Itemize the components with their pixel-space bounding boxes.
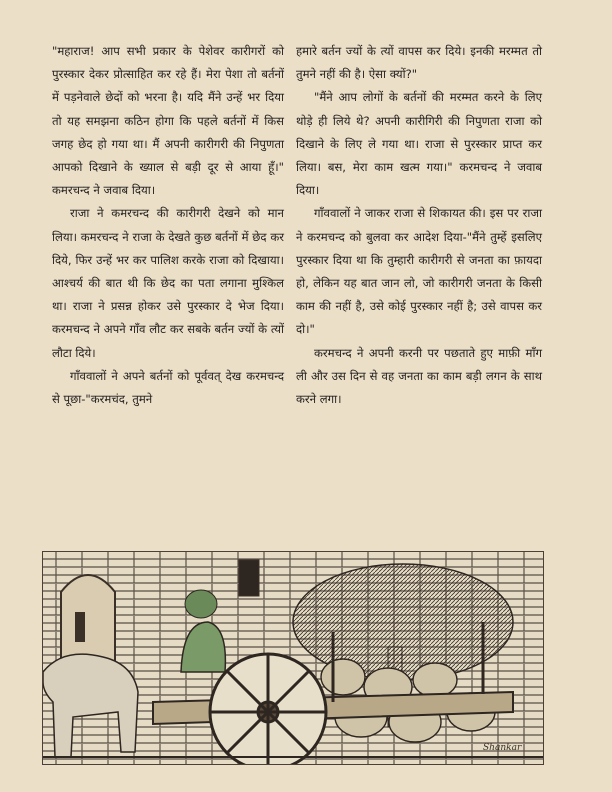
story-illustration [42, 551, 544, 765]
cart-wheel [210, 654, 326, 764]
paragraph: गाँववालों ने जाकर राजा से शिकायत की। इस पर राजा ने करमचन्द को बुलवा कर आदेश दिया-"मैंने तुम्हें इसलिए पुरस्कार दिया था कि तुम्हारी कारीगरी से जनता का फ़ायदा हो, लेकिन यह बात जान लो, जो कारीगरी जनता के किसी काम की नहीं है, उसे कोई पुरस्कार नहीं है; उसे वापस कर दो।" [296, 206, 542, 337]
artist-signature: Shankar [483, 743, 522, 753]
right-text-column [296, 40, 542, 411]
paragraph: हमारे बर्तन ज्यों के त्यों वापस कर दिये। इनकी मरम्मत तो तुमने नहीं की है। ऐसा क्यों?" [296, 44, 542, 82]
paragraph: गाँववालों ने अपने बर्तनों को पूर्ववत् देख करमचन्द से पूछा-"करमचंद, तुमने [52, 368, 284, 407]
paragraph: "महाराज! आप सभी प्रकार के पेशेवर कारीगरों को पुरस्कार देकर प्रोत्साहित कर रहे हैं। मेरा पेशा तो बर्तनों में पड़नेवाले छेदों को भरना है। यदि मैंने उन्हें भर दिया तो यह समझना कठिन होगा कि पहले बर्तनों में किस जगह छेद हो गया था। मैं अपनी कारीगरी की निपुणता आपको दिखाने के ख्याल से बड़ी दूर से आया हूँ।" कमरचन्द ने जवाब दिया। [52, 44, 284, 198]
illustration-drawing [43, 552, 543, 764]
left-text-column [52, 40, 284, 411]
figure-in-doorway [75, 612, 85, 642]
paragraph: करमचन्द ने अपनी करनी पर पछताते हुए माफ़ी माँग ली और उस दिन से वह जनता का काम बड़ी लगन के साथ करने लगा। [296, 345, 542, 407]
paragraph: "मैंने आप लोगों के बर्तनों की मरम्मत करने के लिए थोड़े ही लिये थे? अपनी कारीगिरी की निपुणता राजा को दिखाने के लिए ले गया था। राजा से पुरस्कार प्राप्त कर लिया। बस, मेरा काम खत्म गया।" करमचन्द ने जवाब दिया। [296, 90, 542, 198]
paragraph: राजा ने कमरचन्द की कारीगरी देखने को मान लिया। कमरचन्द ने राजा के देखते कुछ बर्तनों में छेद कर दिये, फिर उन्हें भर कर पालिश करके राजा को दिखाया। आश्चर्य की बात थी कि छेद का पता लगाना मुश्किल था। राजा ने प्रसन्न होकर उसे पुरस्कार दे भेज दिया। करमचन्द ने अपने गाँव लौट कर सबके बर्तन ज्यों के त्यों लौटा दिये। [52, 206, 284, 360]
